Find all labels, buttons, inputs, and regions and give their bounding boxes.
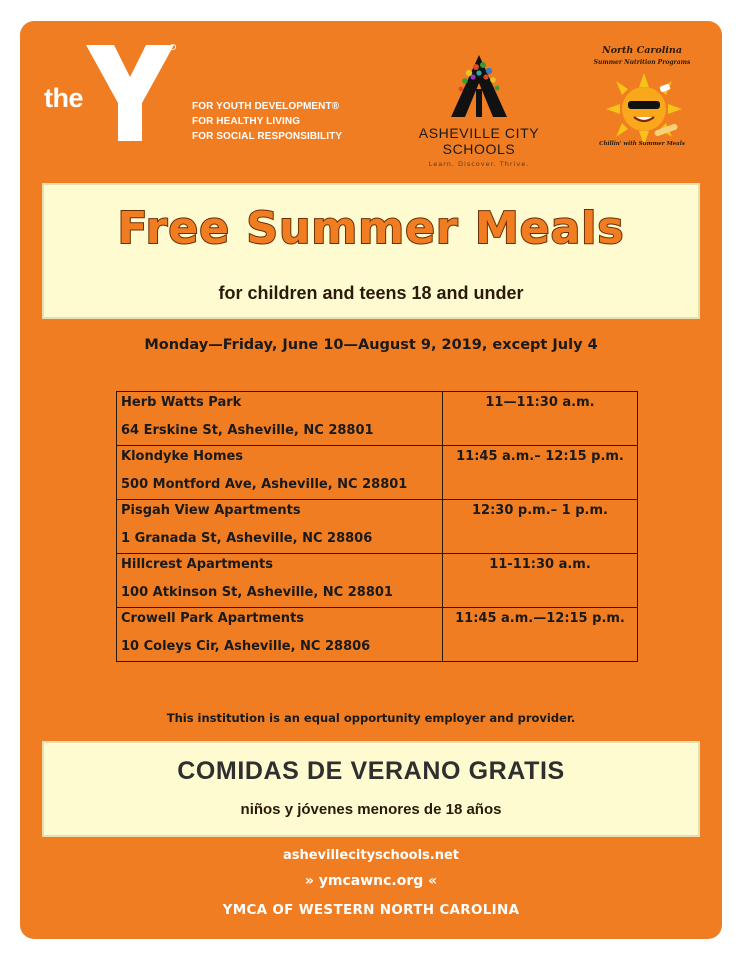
table-row	[117, 554, 638, 608]
time-cell: 11:45 a.m.– 12:15 p.m.	[443, 446, 638, 500]
tree-a-icon	[443, 53, 515, 119]
ymca-logo	[44, 41, 364, 151]
sun-mascot-icon	[604, 71, 684, 147]
website-link-acs[interactable]: ashevillecityschools.net	[282, 848, 460, 863]
location-name: Crowell Park Apartments	[121, 611, 305, 626]
location-cell	[117, 554, 443, 608]
ymca-tagline-line: FOR YOUTH DEVELOPMENT®	[192, 101, 340, 112]
location-name: Klondyke Homes	[121, 449, 244, 464]
website-link-ymca[interactable]: » ymcawnc.org «	[304, 873, 438, 889]
headline-panel	[42, 183, 700, 319]
location-cell	[117, 500, 443, 554]
location-address: 500 Montford Ave, Asheville, NC 28801	[121, 477, 408, 492]
ymca-the-text: the	[44, 83, 83, 113]
spanish-subhead: niños y jóvenes menores de 18 años	[240, 801, 502, 818]
page-title: Free Summer Meals	[117, 203, 625, 254]
time-cell: 11:45 a.m.—12:15 p.m.	[443, 608, 638, 662]
location-name: Herb Watts Park	[121, 395, 242, 410]
spanish-panel	[42, 741, 700, 837]
table-row	[117, 608, 638, 662]
location-address: 10 Coleys Cir, Asheville, NC 28806	[121, 639, 371, 654]
ymca-tagline-line: FOR SOCIAL RESPONSIBILITY	[192, 131, 343, 142]
ymca-wordmark: YMCA	[141, 106, 158, 128]
time-cell: 11—11:30 a.m.	[443, 392, 638, 446]
flyer	[20, 21, 722, 939]
organization-name: YMCA OF WESTERN NORTH CAROLINA	[222, 902, 520, 918]
location-address: 1 Granada St, Asheville, NC 28806	[121, 531, 373, 546]
nc-summer-nutrition-logo	[584, 45, 700, 175]
acs-tagline: Learn. Discover. Thrive.	[428, 160, 530, 168]
nc-subtitle: Summer Nutrition Programs	[593, 59, 691, 66]
nc-title: North Carolina	[602, 45, 682, 56]
spanish-headline: COMIDAS DE VERANO GRATIS	[177, 757, 565, 785]
location-cell	[117, 608, 443, 662]
acs-name: ASHEVILLE CITY SCHOOLS	[418, 125, 540, 157]
nc-footer: Chillin' with Summer Meals	[599, 141, 685, 147]
ymca-tagline	[192, 99, 342, 144]
location-address: 64 Erskine St, Asheville, NC 28801	[121, 423, 374, 438]
location-address: 100 Atkinson St, Asheville, NC 28801	[121, 585, 393, 600]
location-name: Hillcrest Apartments	[121, 557, 273, 572]
location-name: Pisgah View Apartments	[121, 503, 301, 518]
location-cell	[117, 392, 443, 446]
date-range: Monday—Friday, June 10—August 9, 2019, except July 4	[144, 337, 598, 353]
eligibility-subhead: for children and teens 18 and under	[218, 283, 524, 303]
table-row	[117, 446, 638, 500]
schedule-table-body	[117, 392, 638, 662]
table-row	[117, 392, 638, 446]
equal-opportunity-statement: This institution is an equal opportunity employer and provider.	[166, 711, 576, 725]
table-row	[117, 500, 638, 554]
ymca-tagline-line: FOR HEALTHY LIVING	[192, 116, 301, 127]
asheville-city-schools-logo	[384, 53, 574, 168]
location-cell	[117, 446, 443, 500]
schedule-table	[116, 391, 638, 662]
time-cell: 11-11:30 a.m.	[443, 554, 638, 608]
ymca-y-icon	[82, 41, 178, 145]
time-cell: 12:30 p.m.– 1 p.m.	[443, 500, 638, 554]
